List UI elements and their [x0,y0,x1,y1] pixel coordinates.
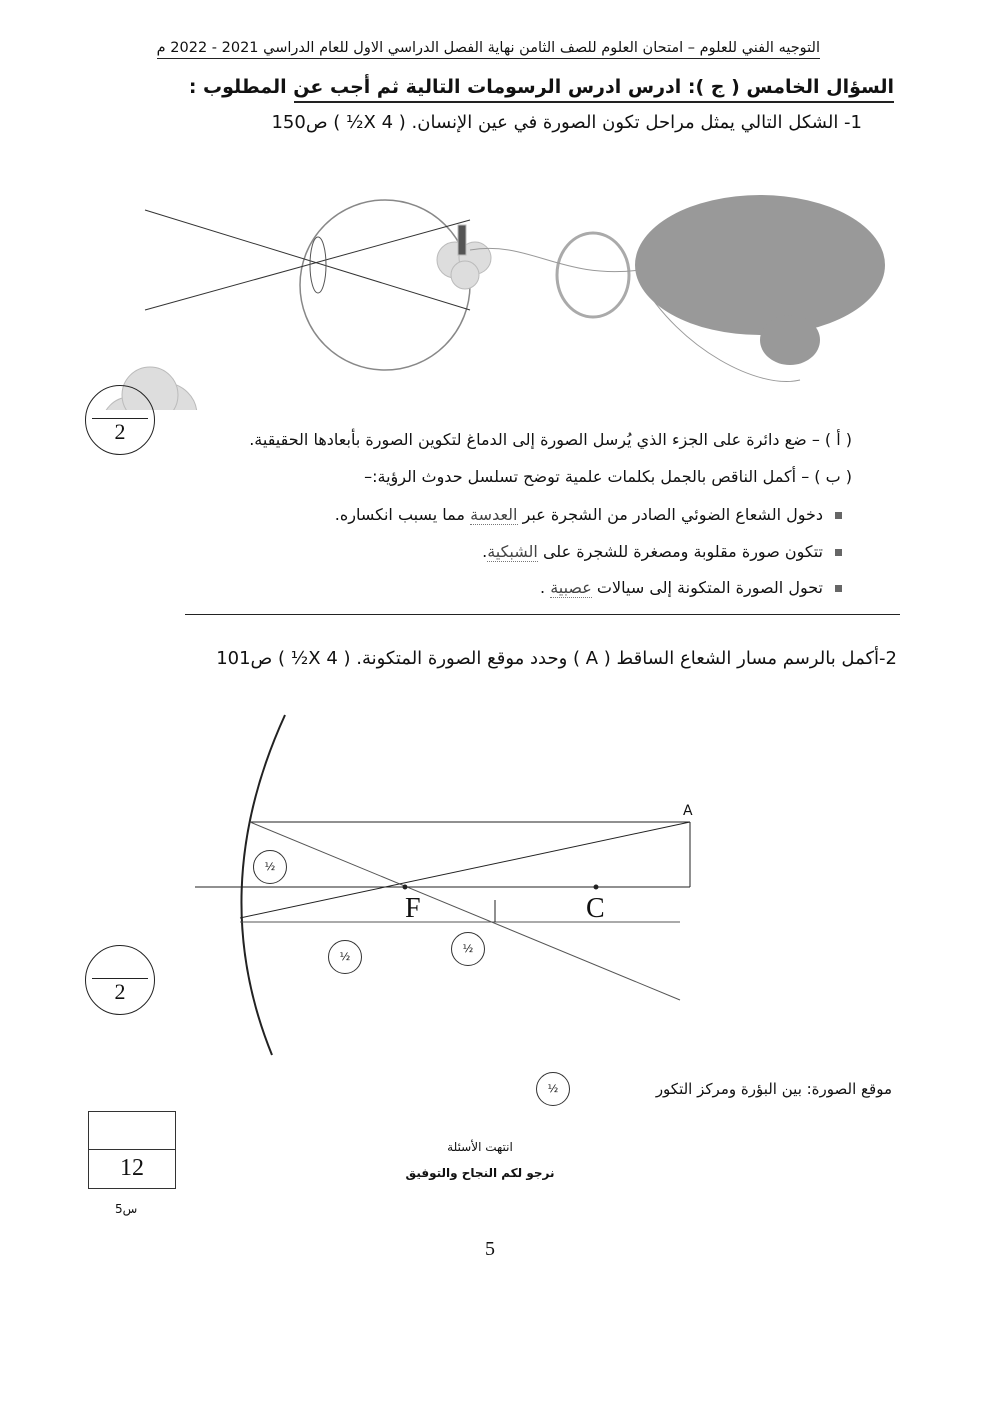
q2-text: 2-أكمل بالرسم مسار الشعاع الساقط ( A ) وحدد موقع الصورة المتكونة. ( 4 X½ ) ص101 [216,648,897,669]
bullet-2: تتكون صورة مقلوبة ومصغرة للشجرة على الشبكية. [482,542,842,561]
image-position-answer: موقع الصورة: بين البؤرة ومركز التكور [655,1080,892,1098]
bullet-3: تحول الصورة المتكونة إلى سيالات عصبية . [540,578,842,597]
label-F: F [405,893,421,924]
half-mark-1: ½ [253,850,287,884]
q1-part-b: ( ب ) – أكمل الناقص بالجمل بكلمات علمية توضح تسلسل حدوث الرؤية:– [364,467,852,486]
label-C: C [586,893,605,924]
q2-score-circle: 2 [85,945,155,1015]
total-score-box: 12 [88,1111,176,1189]
half-mark-2: ½ [328,940,362,974]
bullet-1: دخول الشعاع الضوئي الصادر من الشجرة عبر العدسة مما يسبب انكساره. [335,505,842,524]
concave-mirror [241,715,285,1055]
good-luck-text: نرجو لكم النجاح والتوفيق [405,1166,555,1180]
q1-text: 1- الشكل التالي يمثل مراحل تكون الصورة في عين الإنسان. ( 4 X½ ) ص150 [271,112,862,133]
question-title: السؤال الخامس ( ج ): ادرس ادرس الرسومات التالية ثم أجب عن المطلوب : [294,76,894,103]
end-text: انتهت الأسئلة [447,1140,513,1154]
half-mark-4: ½ [536,1072,570,1106]
q1-score-circle: 2 [85,385,155,455]
page-number: 5 [485,1238,495,1260]
page-header: التوجيه الفني للعلوم – امتحان العلوم للصف الثامن نهاية الفصل الدراسي الاول للعام الدراسي 2021 - 2022 م [157,40,820,59]
q1-part-a: ( أ ) – ضع دائرة على الجزء الذي يُرسل الصورة إلى الدماغ لتكوين الصورة بأبعادها الحقيقية. [249,430,852,449]
label-A: A [683,803,693,819]
question-label: س5 [115,1202,138,1216]
half-mark-3: ½ [451,932,485,966]
